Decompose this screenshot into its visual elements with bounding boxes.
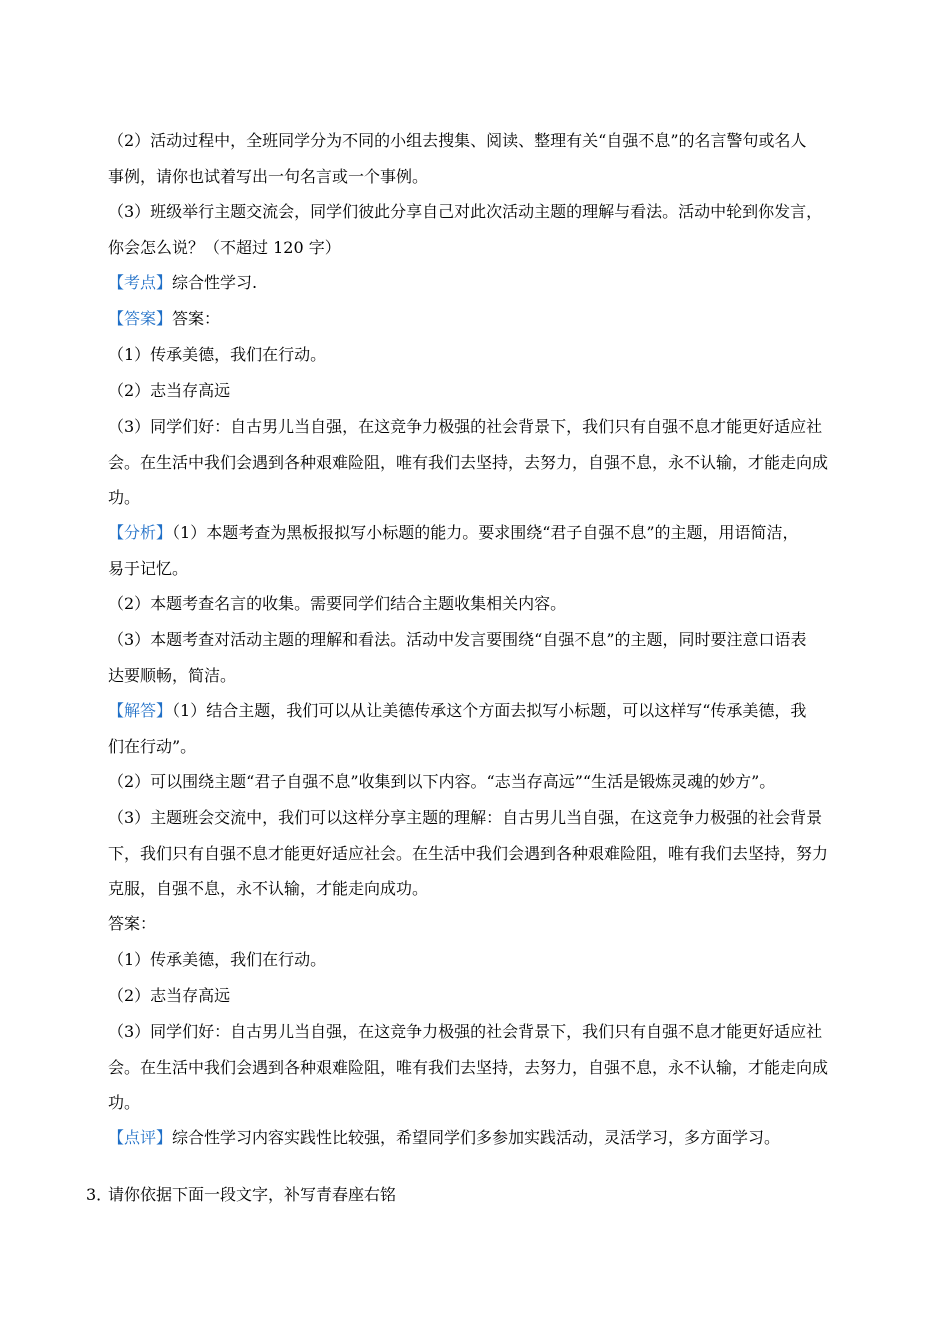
text-line [108,123,868,159]
line-text: （2）志当存高远 [108,381,231,400]
line-text: 综合性学习. [172,273,258,292]
line-text: 综合性学习内容实践性比较强，希望同学们多参加实践活动，灵活学习，多方面学习。 [172,1128,781,1147]
line-text: 们在行动”。 [108,737,197,756]
question-3 [86,1177,396,1213]
text-line [108,586,868,622]
line-text: 达要顺畅，简洁。 [108,666,237,685]
text-line [108,764,868,800]
text-line [108,515,868,551]
line-text: （2）可以围绕主题“君子自强不息”收集到以下内容。“志当存高远”“生活是锻炼灵魂的妙方”。 [108,772,776,791]
text-line [108,265,868,301]
section-tag: 【答案】 [108,309,173,328]
text-line [108,1085,868,1120]
section-tag: 【分析】 [108,523,173,542]
line-text: （3）班级举行主题交流会，同学们彼此分享自己对此次活动主题的理解与看法。活动中轮到你发言， [108,202,823,221]
text-line [108,693,868,729]
text-line [108,729,868,764]
line-text: 克服，自强不息，永不认输，才能走向成功。 [108,879,429,898]
text-line [108,978,868,1014]
line-text: 答案： [108,914,157,933]
line-text: 下，我们只有自强不息才能更好适应社会。在生活中我们会遇到各种艰难险阻，唯有我们去坚持，努力 [108,844,829,863]
line-text: （3）本题考查对活动主题的理解和看法。活动中发言要围绕“自强不息”的主题，同时要注意口语表 [108,630,807,649]
line-text: 你会怎么说？（不超过 120 字） [108,238,341,257]
text-line [108,622,868,658]
line-text: 会。在生活中我们会遇到各种艰难险阻，唯有我们去坚持，去努力，自强不息，永不认输，才能走向成 [108,453,829,472]
text-line [108,445,868,480]
text-line [108,337,868,373]
line-text: （3）主题班会交流中，我们可以这样分享主题的理解：自古男儿当自强，在这竞争力极强的社会背景 [108,808,823,827]
line-text: （2）活动过程中，全班同学分为不同的小组去搜集、阅读、整理有关“自强不息”的名言警句或名人 [108,131,807,150]
text-line [108,1050,868,1085]
text-line [108,658,868,693]
line-text: 功。 [108,1093,141,1112]
line-text: （3）同学们好：自古男儿当自强，在这竞争力极强的社会背景下，我们只有自强不息才能更好适应社 [108,1022,823,1041]
line-text: （3）同学们好：自古男儿当自强，在这竞争力极强的社会背景下，我们只有自强不息才能更好适应社 [108,417,823,436]
line-text: 会。在生活中我们会遇到各种艰难险阻，唯有我们去坚持，去努力，自强不息，永不认输，才能走向成 [108,1058,829,1077]
text-line [108,409,868,445]
section-tag: 【解答】 [108,701,173,720]
text-line [108,551,868,586]
text-line [108,1014,868,1050]
text-line [108,194,868,230]
text-line [108,301,868,337]
text-line [108,871,868,906]
answer-section [108,123,868,1156]
text-line [108,800,868,836]
text-line [108,373,868,409]
section-tag: 【考点】 [108,273,173,292]
line-text: （1）传承美德，我们在行动。 [108,950,327,969]
text-line [108,906,868,942]
line-text: （1）本题考查为黑板报拟写小标题的能力。要求围绕“君子自强不息”的主题，用语简洁， [172,523,799,542]
question-number: 3． [86,1185,113,1204]
line-text: 易于记忆。 [108,559,189,578]
text-line [108,1120,868,1156]
section-tag: 【点评】 [108,1128,173,1147]
line-text: （2）本题考查名言的收集。需要同学们结合主题收集相关内容。 [108,594,567,613]
text-line [108,230,868,265]
text-line [108,942,868,978]
question-text: 请你依据下面一段文字，补写青春座右铭 [108,1185,397,1204]
line-text: 答案： [172,309,221,328]
text-line [108,480,868,515]
line-text: 事例，请你也试着写出一句名言或一个事例。 [108,167,429,186]
line-text: （1）结合主题，我们可以从让美德传承这个方面去拟写小标题，可以这样写“传承美德，我 [172,701,807,720]
line-text: （2）志当存高远 [108,986,231,1005]
line-text: 功。 [108,488,141,507]
text-line [108,836,868,871]
text-line [108,159,868,194]
line-text: （1）传承美德，我们在行动。 [108,345,327,364]
